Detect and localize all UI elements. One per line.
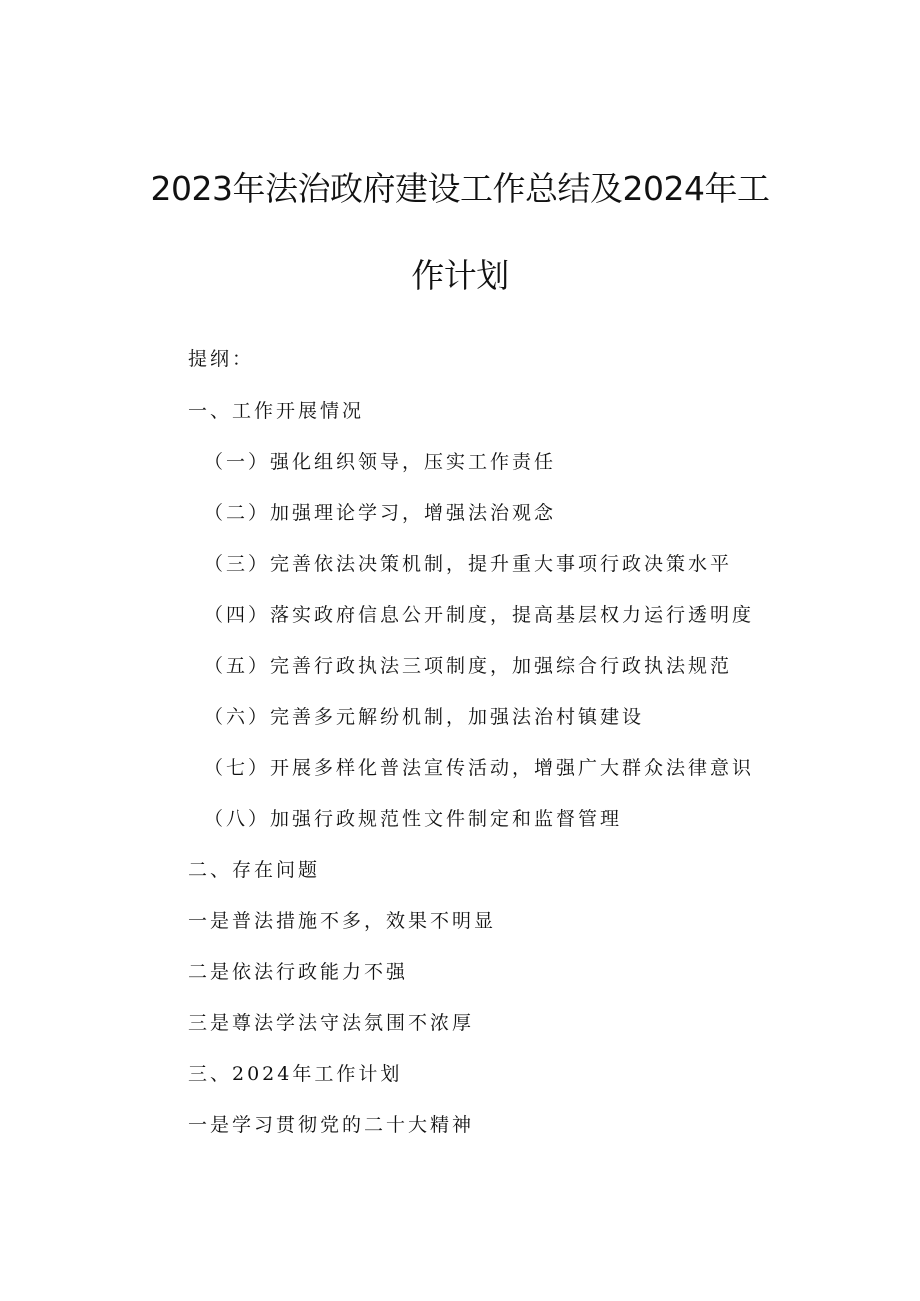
outline-item: （三）完善依法决策机制，提升重大事项行政决策水平	[204, 553, 733, 575]
outline-item: 二是依法行政能力不强	[188, 961, 409, 983]
section-heading-3: 三、2024年工作计划	[188, 1063, 403, 1085]
outline-item: 一是普法措施不多，效果不明显	[188, 910, 497, 932]
outline-label: 提纲：	[188, 348, 255, 370]
document-title-line-1: 2023年法治政府建设工作总结及2024年工	[150, 169, 770, 208]
outline-item: （八）加强行政规范性文件制定和监督管理	[204, 808, 623, 830]
outline-item: （一）强化组织领导，压实工作责任	[204, 451, 557, 473]
section-heading-2: 二、存在问题	[188, 859, 321, 881]
outline-item: （六）完善多元解纷机制，加强法治村镇建设	[204, 706, 645, 728]
document-title-line-2: 作计划	[411, 256, 509, 295]
section-heading-1: 一、工作开展情况	[188, 400, 365, 422]
outline-item: 三是尊法学法守法氛围不浓厚	[188, 1012, 475, 1034]
outline-item: （二）加强理论学习，增强法治观念	[204, 502, 557, 524]
outline-item: （四）落实政府信息公开制度，提高基层权力运行透明度	[204, 604, 755, 626]
outline-item: 一是学习贯彻党的二十大精神	[188, 1114, 475, 1136]
outline-item: （五）完善行政执法三项制度，加强综合行政执法规范	[204, 655, 733, 677]
outline-item: （七）开展多样化普法宣传活动，增强广大群众法律意识	[204, 757, 755, 779]
